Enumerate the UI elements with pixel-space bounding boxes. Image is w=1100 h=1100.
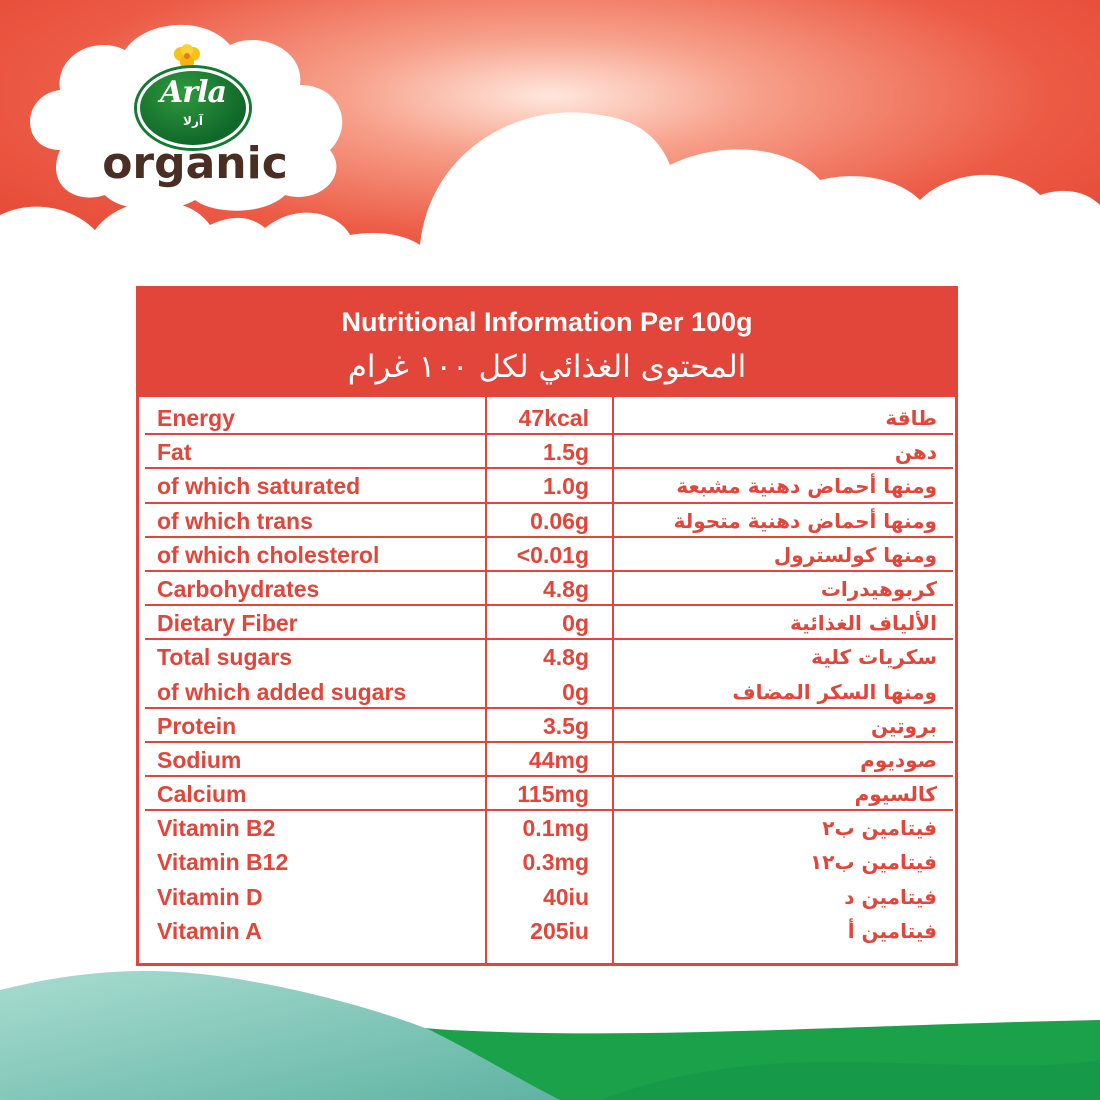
nutrient-name-arabic: ومنها كولسترول bbox=[773, 542, 937, 567]
nutrient-value: <0.01g bbox=[516, 541, 589, 568]
nutrient-name: Carbohydrates bbox=[157, 575, 320, 602]
nutrient-name-arabic: سكريات كلية bbox=[811, 645, 937, 670]
nutrient-name-arabic: ومنها أحماض دهنية متحولة bbox=[673, 508, 937, 533]
table-row bbox=[145, 606, 953, 640]
nutrient-name: Fat bbox=[157, 439, 192, 466]
table-row bbox=[145, 914, 953, 948]
logo-product-name: organic bbox=[102, 138, 288, 189]
nutrient-value: 4.8g bbox=[542, 644, 589, 671]
nutrient-value: 0.06g bbox=[530, 507, 589, 534]
nutrient-value: 1.0g bbox=[542, 473, 589, 500]
nutrient-name-arabic: دهن bbox=[894, 440, 937, 465]
nutrient-name: Calcium bbox=[157, 781, 247, 808]
table-row bbox=[145, 811, 953, 845]
nutrient-name: Total sugars bbox=[157, 644, 293, 671]
table-row bbox=[145, 401, 953, 435]
nutrient-value: 205iu bbox=[530, 917, 589, 944]
logo-brand-name: Arla bbox=[160, 75, 226, 110]
nutrition-table bbox=[136, 286, 958, 966]
nutrient-value: 44mg bbox=[528, 746, 589, 773]
logo-brand-name-arabic: آرلا bbox=[183, 114, 203, 128]
nutrient-name-arabic: ومنها السكر المضاف bbox=[732, 679, 937, 704]
table-row bbox=[145, 845, 953, 879]
table-row bbox=[145, 777, 953, 811]
table-row bbox=[145, 504, 953, 538]
nutrient-name-arabic: كربوهيدرات bbox=[820, 576, 937, 601]
table-row bbox=[145, 675, 953, 709]
nutrient-name: Dietary Fiber bbox=[157, 610, 298, 637]
table-row bbox=[145, 640, 953, 674]
nutrient-name: of which added sugars bbox=[157, 678, 407, 705]
nutrient-value: 115mg bbox=[517, 781, 589, 808]
nutrient-name-arabic: فيتامين د bbox=[844, 884, 937, 909]
table-header bbox=[139, 289, 955, 397]
table-row bbox=[145, 709, 953, 743]
table-row bbox=[145, 538, 953, 572]
nutrient-name-arabic: كالسيوم bbox=[854, 782, 937, 807]
nutrient-name-arabic: ومنها أحماض دهنية مشبعة bbox=[676, 474, 937, 499]
table-row bbox=[145, 880, 953, 914]
nutrient-name-arabic: فيتامين ب١٢ bbox=[810, 850, 937, 875]
nutrient-name: of which cholesterol bbox=[157, 541, 380, 568]
nutrient-name: Sodium bbox=[157, 746, 242, 773]
nutrient-name: Protein bbox=[157, 712, 237, 739]
nutrient-value: 0.3mg bbox=[522, 849, 589, 876]
nutrient-name-arabic: صوديوم bbox=[860, 747, 937, 772]
nutrient-name: Vitamin A bbox=[157, 917, 262, 944]
nutrient-name-arabic: بروتين bbox=[870, 713, 937, 738]
table-row bbox=[145, 572, 953, 606]
nutrient-value: 1.5g bbox=[542, 439, 589, 466]
table-row bbox=[145, 743, 953, 777]
nutrient-name: of which saturated bbox=[157, 473, 361, 500]
nutrient-name-arabic: فيتامين أ bbox=[847, 918, 937, 943]
nutrient-name: Energy bbox=[157, 405, 235, 431]
table-title-english: Nutritional Information Per 100g bbox=[341, 307, 753, 337]
nutrient-name-arabic: طاقة bbox=[885, 406, 937, 430]
table-row bbox=[145, 469, 953, 503]
nutrient-name-arabic: فيتامين ب٢ bbox=[822, 816, 937, 841]
nutrient-value: 4.8g bbox=[542, 575, 589, 602]
nutrient-value: 40iu bbox=[542, 883, 589, 910]
nutrient-name-arabic: الألياف الغذائية bbox=[790, 611, 937, 636]
nutrient-value: 0g bbox=[562, 610, 589, 637]
nutrient-value: 47kcal bbox=[518, 405, 589, 431]
nutrient-name: Vitamin D bbox=[157, 883, 263, 910]
table-body bbox=[145, 401, 953, 948]
brand-logo bbox=[95, 38, 295, 189]
nutrient-name: of which trans bbox=[157, 507, 313, 534]
nutrient-value: 0.1mg bbox=[522, 815, 589, 842]
table-title-arabic: المحتوى الغذائي لكل ١٠٠ غرام bbox=[347, 349, 747, 385]
nutrient-value: 0g bbox=[562, 678, 589, 705]
nutrient-name: Vitamin B2 bbox=[157, 815, 276, 842]
table-row bbox=[145, 435, 953, 469]
nutrient-value: 3.5g bbox=[542, 712, 589, 739]
nutrient-name: Vitamin B12 bbox=[157, 849, 289, 876]
